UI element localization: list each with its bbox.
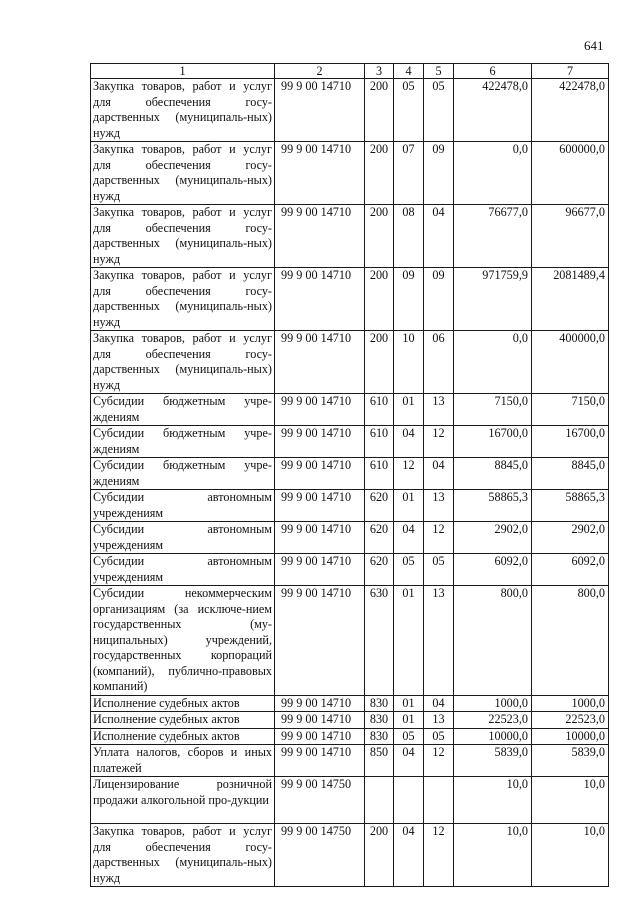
- table-row: [91, 205, 609, 268]
- amount-col7-cell: 7150,0: [532, 394, 609, 426]
- expense-name-cell: Субсидии бюджетным учре-ждениям: [91, 394, 275, 426]
- column-header: 4: [394, 64, 424, 79]
- target-article-cell: 99 9 00 14710: [275, 394, 365, 426]
- column-header: 5: [424, 64, 454, 79]
- amount-col6-cell: 7150,0: [454, 394, 532, 426]
- expense-name-cell: Закупка товаров, работ и услуг для обеспечения госу-дарственных (муниципаль-ных) нужд: [91, 79, 275, 142]
- expense-type-cell: 830: [365, 728, 394, 745]
- expense-type-cell: 610: [365, 426, 394, 458]
- section-cell: 05: [394, 79, 424, 142]
- target-article-cell: 99 9 00 14710: [275, 522, 365, 554]
- expense-type-cell: 200: [365, 331, 394, 394]
- amount-col7-cell: 10,0: [532, 777, 609, 824]
- section-cell: 08: [394, 205, 424, 268]
- expense-type-cell: 200: [365, 142, 394, 205]
- amount-col7-cell: 8845,0: [532, 458, 609, 490]
- amount-col7-cell: 1000,0: [532, 695, 609, 712]
- subsection-cell: [424, 777, 454, 824]
- target-article-cell: 99 9 00 14750: [275, 824, 365, 887]
- amount-col7-cell: 10,0: [532, 824, 609, 887]
- target-article-cell: 99 9 00 14710: [275, 426, 365, 458]
- expense-type-cell: [365, 777, 394, 824]
- amount-col6-cell: 800,0: [454, 586, 532, 696]
- table-row: [91, 728, 609, 745]
- expense-type-cell: 830: [365, 712, 394, 729]
- amount-col6-cell: 22523,0: [454, 712, 532, 729]
- target-article-cell: 99 9 00 14710: [275, 554, 365, 586]
- amount-col7-cell: 58865,3: [532, 490, 609, 522]
- subsection-cell: 12: [424, 745, 454, 777]
- expense-name-cell: Закупка товаров, работ и услуг для обеспечения госу-дарственных (муниципаль-ных) нужд: [91, 142, 275, 205]
- target-article-cell: 99 9 00 14710: [275, 331, 365, 394]
- expense-name-cell: Лицензирование розничной продажи алкогольной про-дукции: [91, 777, 275, 824]
- section-cell: 01: [394, 394, 424, 426]
- table-row: [91, 331, 609, 394]
- expense-type-cell: 620: [365, 490, 394, 522]
- subsection-cell: 13: [424, 712, 454, 729]
- amount-col6-cell: 6092,0: [454, 554, 532, 586]
- target-article-cell: 99 9 00 14710: [275, 712, 365, 729]
- amount-col6-cell: 10,0: [454, 824, 532, 887]
- expense-name-cell: Субсидии автономным учреждениям: [91, 522, 275, 554]
- subsection-cell: 05: [424, 79, 454, 142]
- expense-name-cell: Субсидии бюджетным учре-ждениям: [91, 458, 275, 490]
- section-cell: 09: [394, 268, 424, 331]
- table-row: [91, 695, 609, 712]
- expense-name-cell: Исполнение судебных актов: [91, 728, 275, 745]
- amount-col6-cell: 16700,0: [454, 426, 532, 458]
- subsection-cell: 05: [424, 554, 454, 586]
- amount-col6-cell: 76677,0: [454, 205, 532, 268]
- subsection-cell: 12: [424, 824, 454, 887]
- section-cell: 01: [394, 490, 424, 522]
- subsection-cell: 04: [424, 205, 454, 268]
- expense-type-cell: 200: [365, 79, 394, 142]
- table-body: [91, 79, 609, 887]
- subsection-cell: 13: [424, 394, 454, 426]
- section-cell: 05: [394, 554, 424, 586]
- section-cell: 01: [394, 586, 424, 696]
- expense-name-cell: Закупка товаров, работ и услуг для обеспечения госу-дарственных (муниципаль-ных) нужд: [91, 268, 275, 331]
- expense-name-cell: Закупка товаров, работ и услуг для обеспечения госу-дарственных (муниципаль-ных) нужд: [91, 205, 275, 268]
- expense-name-cell: Исполнение судебных актов: [91, 695, 275, 712]
- amount-col7-cell: 16700,0: [532, 426, 609, 458]
- table-row: [91, 745, 609, 777]
- section-cell: 05: [394, 728, 424, 745]
- column-header: 3: [365, 64, 394, 79]
- target-article-cell: 99 9 00 14710: [275, 205, 365, 268]
- subsection-cell: 09: [424, 268, 454, 331]
- table-row: [91, 586, 609, 696]
- expense-name-cell: Исполнение судебных актов: [91, 712, 275, 729]
- target-article-cell: 99 9 00 14710: [275, 728, 365, 745]
- amount-col7-cell: 22523,0: [532, 712, 609, 729]
- amount-col7-cell: 2902,0: [532, 522, 609, 554]
- expense-type-cell: 620: [365, 554, 394, 586]
- column-header: 6: [454, 64, 532, 79]
- section-cell: 12: [394, 458, 424, 490]
- subsection-cell: 13: [424, 586, 454, 696]
- expense-type-cell: 610: [365, 394, 394, 426]
- table-row: [91, 268, 609, 331]
- section-cell: 10: [394, 331, 424, 394]
- subsection-cell: 09: [424, 142, 454, 205]
- expense-type-cell: 630: [365, 586, 394, 696]
- target-article-cell: 99 9 00 14710: [275, 745, 365, 777]
- target-article-cell: 99 9 00 14750: [275, 777, 365, 824]
- expense-type-cell: 200: [365, 268, 394, 331]
- target-article-cell: 99 9 00 14710: [275, 586, 365, 696]
- section-cell: [394, 777, 424, 824]
- subsection-cell: 05: [424, 728, 454, 745]
- amount-col6-cell: 1000,0: [454, 695, 532, 712]
- amount-col6-cell: 58865,3: [454, 490, 532, 522]
- target-article-cell: 99 9 00 14710: [275, 142, 365, 205]
- amount-col6-cell: 10000,0: [454, 728, 532, 745]
- expense-type-cell: 200: [365, 824, 394, 887]
- amount-col7-cell: 6092,0: [532, 554, 609, 586]
- subsection-cell: 12: [424, 426, 454, 458]
- target-article-cell: 99 9 00 14710: [275, 695, 365, 712]
- amount-col7-cell: 422478,0: [532, 79, 609, 142]
- column-header: 2: [275, 64, 365, 79]
- amount-col6-cell: 0,0: [454, 142, 532, 205]
- expense-type-cell: 850: [365, 745, 394, 777]
- subsection-cell: 13: [424, 490, 454, 522]
- expense-type-cell: 620: [365, 522, 394, 554]
- table-row: [91, 824, 609, 887]
- page-number: 641: [584, 38, 604, 53]
- amount-col6-cell: 10,0: [454, 777, 532, 824]
- section-cell: 04: [394, 745, 424, 777]
- target-article-cell: 99 9 00 14710: [275, 458, 365, 490]
- amount-col6-cell: 8845,0: [454, 458, 532, 490]
- column-header: 7: [532, 64, 609, 79]
- header-row: [91, 64, 609, 79]
- subsection-cell: 04: [424, 458, 454, 490]
- table-row: [91, 490, 609, 522]
- amount-col6-cell: 0,0: [454, 331, 532, 394]
- table-row: [91, 426, 609, 458]
- table-row: [91, 458, 609, 490]
- expense-name-cell: Уплата налогов, сборов и иных платежей: [91, 745, 275, 777]
- amount-col7-cell: 400000,0: [532, 331, 609, 394]
- table-row: [91, 554, 609, 586]
- expense-name-cell: Субсидии автономным учреждениям: [91, 554, 275, 586]
- target-article-cell: 99 9 00 14710: [275, 79, 365, 142]
- table-row: [91, 79, 609, 142]
- amount-col7-cell: 800,0: [532, 586, 609, 696]
- amount-col7-cell: 10000,0: [532, 728, 609, 745]
- table-row: [91, 712, 609, 729]
- expense-name-cell: Субсидии автономным учреждениям: [91, 490, 275, 522]
- amount-col7-cell: 96677,0: [532, 205, 609, 268]
- column-header: 1: [91, 64, 275, 79]
- target-article-cell: 99 9 00 14710: [275, 490, 365, 522]
- expense-name-cell: Субсидии бюджетным учре-ждениям: [91, 426, 275, 458]
- subsection-cell: 12: [424, 522, 454, 554]
- expense-type-cell: 830: [365, 695, 394, 712]
- section-cell: 01: [394, 712, 424, 729]
- expense-type-cell: 610: [365, 458, 394, 490]
- section-cell: 01: [394, 695, 424, 712]
- target-article-cell: 99 9 00 14710: [275, 268, 365, 331]
- amount-col7-cell: 600000,0: [532, 142, 609, 205]
- section-cell: 04: [394, 426, 424, 458]
- table-row: [91, 142, 609, 205]
- expense-type-cell: 200: [365, 205, 394, 268]
- section-cell: 04: [394, 824, 424, 887]
- subsection-cell: 06: [424, 331, 454, 394]
- expense-name-cell: Закупка товаров, работ и услуг для обеспечения госу-дарственных (муниципаль-ных) нужд: [91, 331, 275, 394]
- section-cell: 04: [394, 522, 424, 554]
- table-row: [91, 777, 609, 824]
- table-row: [91, 394, 609, 426]
- amount-col7-cell: 5839,0: [532, 745, 609, 777]
- amount-col6-cell: 422478,0: [454, 79, 532, 142]
- amount-col6-cell: 2902,0: [454, 522, 532, 554]
- subsection-cell: 04: [424, 695, 454, 712]
- table-row: [91, 522, 609, 554]
- amount-col7-cell: 2081489,4: [532, 268, 609, 331]
- budget-table: [90, 63, 609, 887]
- amount-col6-cell: 5839,0: [454, 745, 532, 777]
- expense-name-cell: Закупка товаров, работ и услуг для обеспечения госу-дарственных (муниципаль-ных) нужд: [91, 824, 275, 887]
- amount-col6-cell: 971759,9: [454, 268, 532, 331]
- section-cell: 07: [394, 142, 424, 205]
- expense-name-cell: Субсидии некоммерческим организациям (за исключе-нием государственных (му-ниципальных) учреждений, государственных корпораций (компаний), публично-правовых компаний): [91, 586, 275, 696]
